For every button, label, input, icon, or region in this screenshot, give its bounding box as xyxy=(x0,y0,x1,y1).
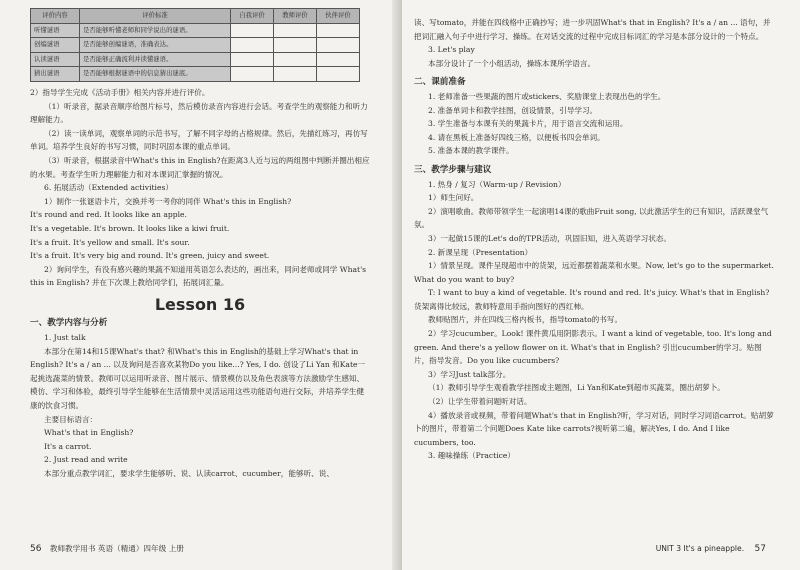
paragraph: （2）读一读单词，观察单词的示范书写，了解不同字母的占格规律。然后，先描红练习，再仿写单词。培养学生良好的书写习惯，同时巩固本课的重点单词。 xyxy=(30,128,368,152)
paragraph: 读、写tomato，并能在四线格中正确抄写；进一步巩固What's that in English? It's a / an ... 语句，并把词汇融入句子中进行学习、操练。在对话交流的过程中完成目标词汇的学习是本部分设计的一个特点。 xyxy=(414,18,771,41)
section-heading: 一、教学内容与分析 xyxy=(30,318,108,329)
list-item: 4. 请在黑板上准备好四线三格，以便板书四会单词。 xyxy=(428,132,605,142)
section-heading: 二、课前准备 xyxy=(414,77,466,88)
table-cell: 是否能够根据谜语中的信息猜出谜底。 xyxy=(80,67,231,82)
page-number: 57 xyxy=(754,544,766,554)
table-cell xyxy=(317,23,360,38)
table-header: 自我评价 xyxy=(231,9,274,24)
section-heading: 三、教学步骤与建议 xyxy=(414,164,492,175)
table-cell: 认读谜语 xyxy=(31,52,80,67)
paragraph: 3. Let's play xyxy=(428,45,475,55)
paragraph: 1. 热身 / 复习（Warm-up / Revision） xyxy=(428,179,566,189)
paragraph: 3）学习Just talk部分。 xyxy=(428,369,511,379)
paragraph: （1）教师引导学生观看教学挂图或主题图，Li Yan和Kate到超市买蔬菜，圈出胡萝卜。 xyxy=(428,383,725,393)
table-cell xyxy=(274,38,317,53)
right-page xyxy=(402,0,800,570)
riddle-line: It's a vegetable. It's brown. It looks like a kiwi fruit. xyxy=(30,223,230,233)
list-item: 5. 准备本课的教学课件。 xyxy=(428,146,514,156)
left-page-content xyxy=(30,8,370,481)
table-row xyxy=(31,38,360,53)
list-item: 2. 准备单词卡和教学挂图，创设情景，引导学习。 xyxy=(428,105,598,115)
table-cell xyxy=(317,52,360,67)
riddle-line: It's a fruit. It's very big and round. It's green, juicy and sweet. xyxy=(30,251,270,261)
table-cell: 听懂谜语 xyxy=(31,23,80,38)
paragraph: 2）询问学生，有没有感兴趣的果蔬不知道用英语怎么表达的，画出来，同问老师或同学 What's this in English? 并在下次课上教给同学们，拓展词汇量。 xyxy=(30,264,367,288)
riddle-line: It's round and red. It looks like an apple. xyxy=(30,210,187,220)
table-cell: 是否能够创编谜语，准确表达。 xyxy=(80,38,231,53)
table-row xyxy=(31,23,360,38)
paragraph: 4）播放录音或视频，带着问题What's that in English?听，学习对话，同时学习词语carrot。贴胡萝卜的图片，带着第二个问题Does Kate like carrots?视听第二遍，解决Yes, I do. And I like cucumbers, too. xyxy=(414,410,774,447)
paragraph: 1）师生问好。 xyxy=(428,193,479,203)
paragraph: What's that in English? xyxy=(44,428,134,438)
paragraph: 2）指导学生完成《活动手册》相关内容并进行评价。 xyxy=(30,87,210,97)
table-header: 评价标准 xyxy=(80,9,231,24)
table-cell xyxy=(231,67,274,82)
paragraph: （1）听录音，据录音顺序给图片标号，然后模仿录音内容进行会话。考查学生的观察能力和听力理解能力。 xyxy=(30,101,368,125)
paragraph: （2）让学生带着问题听对话。 xyxy=(428,397,532,407)
lesson-title: Lesson 16 xyxy=(154,294,246,314)
right-footer xyxy=(656,544,772,554)
table-cell xyxy=(231,38,274,53)
paragraph: 1）情景呈现。课件呈现超市中的货架，远近都摆着蔬菜和水果。Now, let's go to the supermarket. What do you want to buy? xyxy=(414,261,774,284)
paragraph: 6. 拓展活动（Extended activities） xyxy=(44,183,173,193)
paragraph: （3）听录音，根据录音中What's this in English?在距离3人近与远的两组图中判断并圈出相应的水果。考查学生听力理解能力和对本课词汇掌握的情况。 xyxy=(30,155,370,179)
paragraph: 主要目标语言： xyxy=(44,414,98,424)
table-cell xyxy=(317,38,360,53)
paragraph: 本部分在第14和15课What's that? 和What's this in English的基础上学习What's that in English? It's a / an ... 以及询问是否喜欢某物Do you like...? Yes, I do. 创设了Li Yan 和Kate一起挑选蔬菜的情景。教师可以运用听录音、图片展示、情景模仿以及角色表演等方法激励学生感知、模仿、学习和体验，最终引导学生能够在生活情景中灵活运用这些功能语句进行交际，并培养学生健康的饮食习惯。 xyxy=(30,346,366,411)
table-header-row xyxy=(31,9,360,24)
footer-text: 教师教学用书 英语（精通）四年级 上册 xyxy=(49,544,184,553)
page-number: 56 xyxy=(30,544,42,554)
table-cell: 是否能够听懂老师和同学说出的谜语。 xyxy=(80,23,231,38)
paragraph: 教师贴图片，并在四线三格内板书，指导tomato的书写。 xyxy=(428,315,623,325)
paragraph: 2. 新课呈现（Presentation） xyxy=(428,247,533,257)
table-cell xyxy=(274,52,317,67)
list-item: 1. 老师准备一些果蔬的图片或stickers、奖励课堂上表现出色的学生。 xyxy=(428,91,666,101)
table-cell xyxy=(231,52,274,67)
table-cell xyxy=(231,23,274,38)
footer-text: UNIT 3 It's a pineapple. xyxy=(655,544,745,553)
paragraph: 1. Just talk xyxy=(44,333,86,343)
table-cell: 是否能够正确流利并读懂谜语。 xyxy=(80,52,231,67)
paragraph: 2. Just read and write xyxy=(44,455,128,465)
paragraph: 本部分设计了一个小组活动，操练本课所学语言。 xyxy=(428,58,596,68)
table-header: 教师评价 xyxy=(274,9,317,24)
right-page-content xyxy=(414,16,774,463)
riddle-line: It's a fruit. It's yellow and small. It's sour. xyxy=(30,237,190,247)
left-page xyxy=(0,0,398,570)
paragraph: 3. 趣味操练（Practice） xyxy=(428,451,515,461)
paragraph: 2）学习cucumber。Look! 课件黄瓜用阴影表示。I want a kind of vegetable, too. It's long and green. And there's a yellow flower on it. What's that in English? 引出cucumber的学习。贴图片，指导发音。Do you like cucumbers? xyxy=(414,329,772,366)
table-cell xyxy=(317,67,360,82)
paragraph: It's a carrot. xyxy=(44,441,92,451)
paragraph: 3）一起做15课的Let's do的TPR活动，巩固旧知，进入英语学习状态。 xyxy=(428,233,672,243)
table-header: 伙伴评价 xyxy=(317,9,360,24)
table-row xyxy=(31,52,360,67)
table-cell: 创编谜语 xyxy=(31,38,80,53)
paragraph: 2）演唱歌曲。教师带领学生一起演唱14课的歌曲Fruit song, 以此激活学生的已有知识，活跃课堂气氛。 xyxy=(414,206,769,230)
list-item: 3. 学生准备与本课有关的果蔬卡片，用于语言交流和运用。 xyxy=(428,119,628,129)
table-header: 评价内容 xyxy=(31,9,80,24)
left-footer xyxy=(30,543,184,554)
table-row xyxy=(31,67,360,82)
paragraph: 1）制作一张谜语卡片，交换并考一考你的同伴 What's this in English? xyxy=(44,196,292,206)
paragraph: 本部分重点教学词汇，要求学生能够听、说、认读carrot、cucumber，能够听、说、 xyxy=(44,469,334,478)
paragraph: T: I want to buy a kind of vegetable. It's round and red. It's juicy. What's that in English? 货架离得比较远，教师特意用手指向图好的西红柿。 xyxy=(414,288,770,311)
evaluation-table xyxy=(30,8,360,82)
table-cell xyxy=(274,67,317,82)
table-cell: 猜出谜语 xyxy=(31,67,80,82)
table-cell xyxy=(274,23,317,38)
